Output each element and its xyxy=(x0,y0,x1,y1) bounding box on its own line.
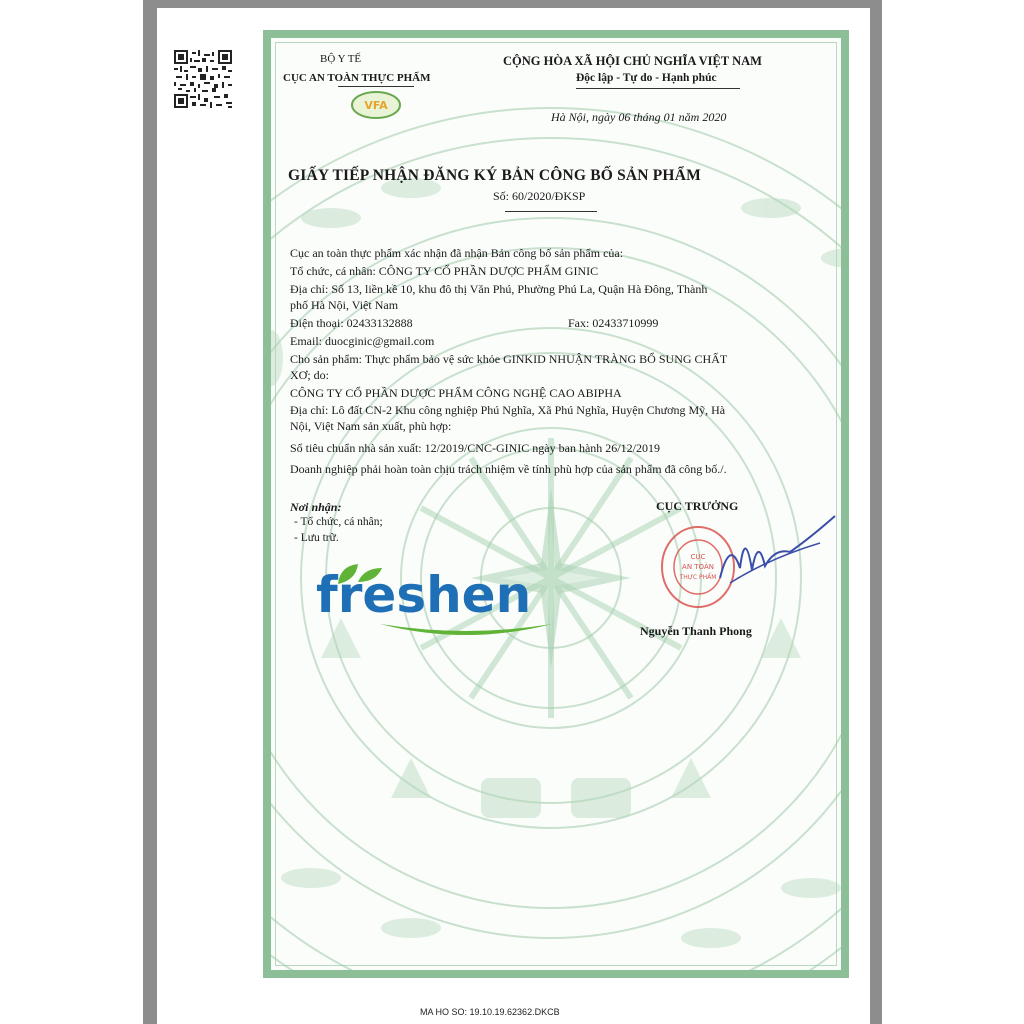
freshen-logo-text: freshen xyxy=(316,566,532,624)
qr-code-icon xyxy=(174,50,232,108)
manufacturer-address-2: Nội, Việt Nam sản xuất, phù hợp: xyxy=(290,419,452,433)
signer-role: CỤC TRƯỞNG xyxy=(656,499,739,513)
standard-line: Số tiêu chuẩn nhà sản xuất: 12/2019/CNC-GINIC ngày ban hành 26/12/2019 xyxy=(290,441,660,455)
agency-underline xyxy=(338,86,414,87)
country-name: CỘNG HÒA XÃ HỘI CHỦ NGHĨA VIỆT NAM xyxy=(503,54,762,68)
address-line-2: phố Hà Nội, Việt Nam xyxy=(290,298,399,312)
national-motto: Độc lập - Tự do - Hạnh phúc xyxy=(576,72,717,84)
ministry-name: BỘ Y TẾ xyxy=(320,53,362,65)
document-date: Hà Nội, ngày 06 tháng 01 năm 2020 xyxy=(551,110,727,124)
vfa-logo-text: VFA xyxy=(364,99,388,112)
recipient-item-1: - Tổ chức, cá nhân; xyxy=(294,516,383,528)
logo-swoosh-icon xyxy=(376,620,556,642)
organization-line: Tổ chức, cá nhân: CÔNG TY CỔ PHẦN DƯỢC PHẨM GINIC xyxy=(290,264,599,278)
vfa-logo-icon xyxy=(350,90,402,120)
address-line-1: Địa chỉ: Số 13, liền kề 10, khu đô thị Văn Phú, Phường Phú La, Quận Hà Đông, Thành xyxy=(290,282,708,296)
product-line-2: XƠ; do: xyxy=(290,368,329,382)
number-underline xyxy=(505,211,597,212)
phone-line: Điện thoại: 02433132888 xyxy=(290,316,413,330)
signature-icon xyxy=(690,508,840,598)
freshen-logo xyxy=(316,560,561,645)
agency-name: CỤC AN TOÀN THỰC PHẨM xyxy=(283,72,431,84)
seal-text-2: AN TOÀN xyxy=(682,563,714,571)
email-line: Email: duocginic@gmail.com xyxy=(290,334,435,348)
product-line-1: Cho sản phẩm: Thực phẩm bảo vệ sức khỏe GINKID NHUẬN TRÀNG BỔ SUNG CHẤT xyxy=(290,352,728,366)
certificate-number: Số: 60/2020/ĐKSP xyxy=(493,189,586,203)
seal-text-1: CỤC xyxy=(690,553,706,561)
signer-name: Nguyễn Thanh Phong xyxy=(640,624,752,638)
manufacturer-address-1: Địa chỉ: Lô đất CN-2 Khu công nghiệp Phú Nghĩa, Xã Phú Nghĩa, Huyện Chương Mỹ, Hà xyxy=(290,403,726,417)
responsibility-line: Doanh nghiệp phải hoàn toàn chịu trách nhiệm về tính phù hợp của sản phẩm đã công bố./. xyxy=(290,462,727,476)
seal-text-3: THỰC PHẨM xyxy=(679,574,717,581)
confirmation-line: Cục an toàn thực phẩm xác nhận đã nhận Bản công bố sản phẩm của: xyxy=(290,246,624,260)
certificate-title: GIẤY TIẾP NHẬN ĐĂNG KÝ BẢN CÔNG BỐ SẢN PHẨM xyxy=(288,167,701,184)
recipient-item-2: - Lưu trữ. xyxy=(294,532,339,544)
dossier-code: MA HO SO: 19.10.19.62362.DKCB xyxy=(420,1007,560,1017)
recipients-heading: Nơi nhận: xyxy=(290,500,342,514)
manufacturer-line: CÔNG TY CỔ PHẦN DƯỢC PHẨM CÔNG NGHỆ CAO ABIPHA xyxy=(290,386,622,400)
motto-underline xyxy=(576,88,740,89)
fax-line: Fax: 02433710999 xyxy=(568,316,659,330)
